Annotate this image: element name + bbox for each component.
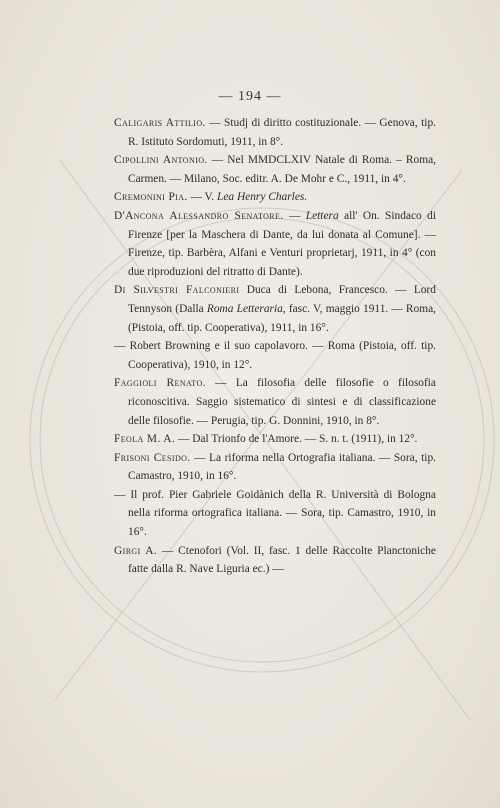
entry-author: Caligaris Attilio. (114, 117, 206, 129)
entry-text: — Dal Trionfo de l'Amore. — S. n. t. (1911), in 12°. (175, 433, 418, 446)
list-item (114, 337, 436, 374)
entry-text: — (283, 209, 306, 222)
list-item (114, 114, 436, 151)
entry-title: Lettera (305, 209, 339, 222)
entry-text: , fasc. V, maggio 1911. — Roma, (Pistoia, off. tip. Cooperativa), 1911, in 16°. (128, 302, 436, 334)
list-item (114, 374, 436, 430)
entry-author: Cremonini Pia. (114, 191, 188, 204)
entry-text: — Robert Browning e il suo capolavoro. — Roma (Pistoia, off. tip. Cooperativa), 1910, in 12°. (114, 340, 436, 371)
entry-author: Frisoni Cesido. (114, 451, 191, 464)
entry-text: — Nel MMDCLXIV Natale di Roma. – Roma, Carmen. — Milano, Soc. editr. A. De Mohr e C., 1911, in 4°. (128, 154, 436, 185)
entry-author: Cipollini Antonio. (114, 154, 208, 167)
list-item (114, 542, 436, 579)
entry-author: Faggioli Renato. (114, 377, 206, 390)
entry-text: — Ctenofori (Vol. II, fasc. 1 delle Raccolte Planctoniche fatte dalla R. Nave Liguria ec.) — (128, 544, 436, 576)
list-item (114, 486, 436, 542)
entry-text: Duca di Lebona, Francesco. — Lord Tennyson (Dalla (128, 284, 436, 315)
entry-text: — Il prof. Pier Gabriele Goidànich della R. Università di Bologna nella riforma ortografica italiana. — Sora, tip. Camastro, 1910, in 16°. (114, 488, 436, 539)
list-item (114, 207, 436, 281)
entry-text: — La filosofia delle filosofie o filosofia riconoscitiva. Saggio sistematico di sintesi e di classificazione delle filosofie. — Perugia, tip. G. Donnini, 1910, in 8°. (128, 377, 436, 427)
entry-author: Di Silvestri Falconieri (114, 284, 240, 297)
entry-author: Feola M. A. (114, 433, 176, 446)
entry-author: Girgi A. (114, 544, 158, 557)
entry-text: — Studj di diritto costituzionale. — Genova, tip. R. Istituto Sordomuti, 1911, in 8°. (128, 117, 437, 148)
list-item (114, 151, 436, 188)
list-item (114, 188, 436, 207)
entry-text: — La riforma nella Ortografia italiana. — Sora, tip. Camastro, 1910, in 16°. (128, 451, 436, 483)
list-item (114, 281, 436, 337)
list-item (114, 449, 436, 486)
entry-text: — V. (187, 191, 218, 204)
entry-title: Roma Letteraria (206, 302, 283, 315)
entry-title: Lea Henry Charles. (217, 191, 308, 204)
bibliography-list (114, 114, 436, 579)
entry-text: all' On. Sindaco di Firenze [per la Maschera di Dante, da lui donata al Comune]. — Firenze, tip. Barbèra, Alfani e Venturi proprietarj, 1911, in 4° (con due riproduzioni del ritratto di Dante). (128, 209, 436, 278)
list-item (114, 430, 436, 449)
entry-author: D'Ancona Alessandro Senatore. (114, 209, 284, 222)
page-number: — 194 — (218, 89, 282, 104)
